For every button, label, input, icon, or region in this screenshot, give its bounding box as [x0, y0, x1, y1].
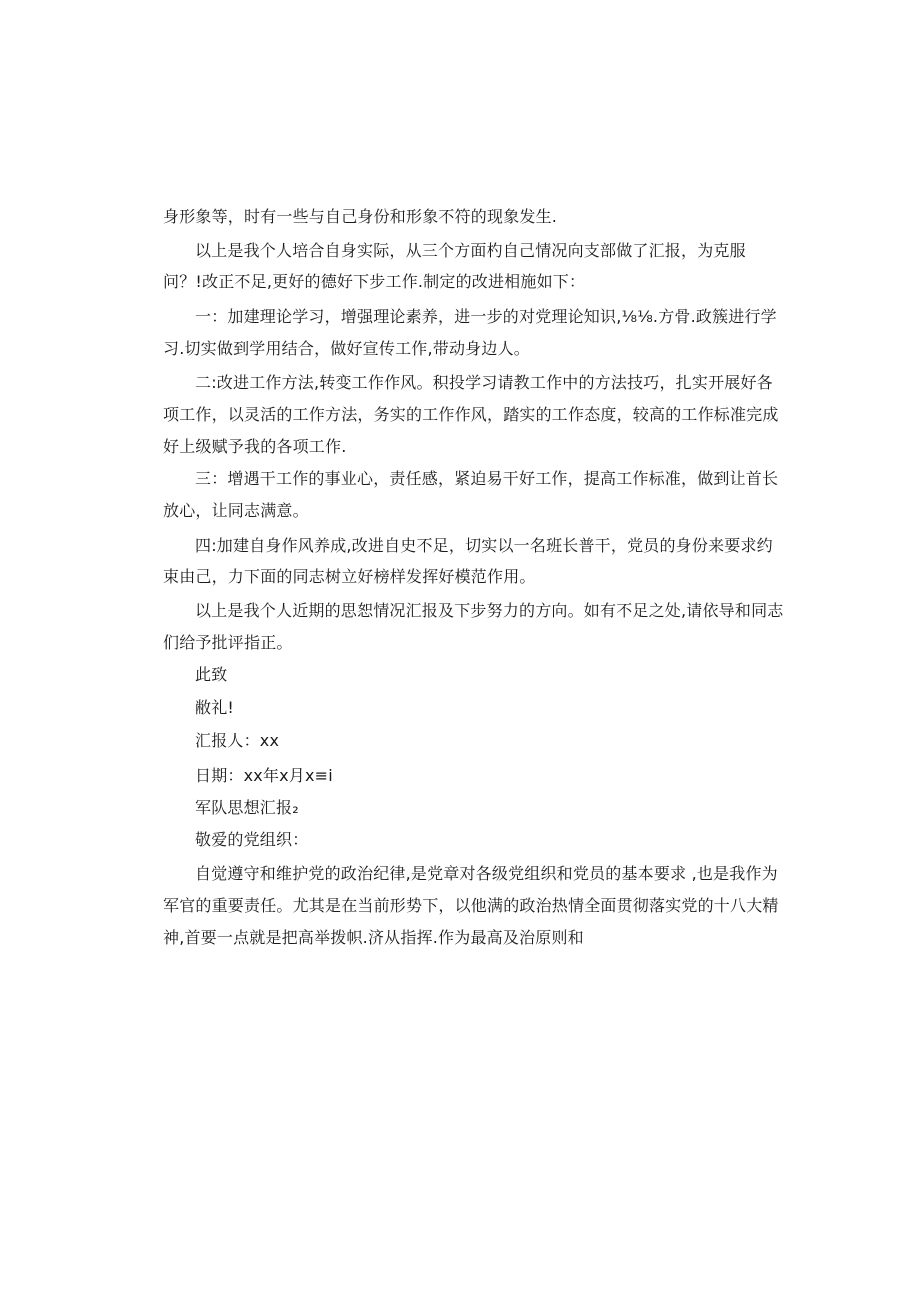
closing-salutation: 此致: [195, 665, 228, 684]
reporter-line: 汇报人：xx: [195, 731, 280, 750]
paragraph-line: 问？!改正不足,更好的德好下步工作.制定的改进相施如下：: [163, 272, 586, 291]
paragraph-line: 以上是我个人近期的思恕情况汇报及下步努力的方向。如有不足之处,请依导和同志: [195, 601, 784, 620]
closing-salutation: 敝礼!: [195, 698, 235, 717]
greeting: 敬爱的党组织：: [195, 830, 309, 849]
paragraph-line: 束由己，力下面的同志树立好榜样发挥好模范作用。: [163, 567, 536, 586]
paragraph-line: 放心，让同志满意。: [163, 501, 309, 520]
paragraph-line: 以上是我个人培合自身实际，从三个方面杓自己情况向支部做了汇报，为克服: [195, 241, 746, 260]
paragraph-line: 们给予批评指正。: [163, 633, 293, 652]
paragraph-line: 好上级赋予我的各项工作.: [163, 437, 347, 456]
paragraph-line: 军官的重要责任。尤其是在当前形势下，以他满的政治热情全面贯彻落实党的十八大精: [163, 896, 779, 915]
paragraph-line: 身形象等，时有一些与自己身份和形象不符的现象发生.: [163, 207, 558, 226]
section-title: 军队思想汇报₂: [195, 798, 299, 817]
paragraph-line: 自觉遵守和维护党的政治纪律,是党章对各级党组织和党员的基本要求 ,也是我作为: [195, 864, 778, 883]
paragraph-line: 神,首要一点就是把高举拨帜.济从指挥.作为最高及治原则和: [163, 928, 584, 947]
date-line: 日期：xx年x月x≡i: [195, 766, 333, 785]
paragraph-line: 二:改进工作方法,转变工作作风。积投学习请教工作中的方法技巧，扎实开展好各: [195, 373, 773, 392]
paragraph-line: 四:加建自身作风养成,改进自史不足，切实以一名班长普干，党员的身份来要求约: [195, 536, 773, 555]
paragraph-line: 一：加建理论学习，增强理论素养，进一步的对党理论知识,⅛⅛.方骨.政簇进行学: [195, 307, 777, 326]
paragraph-line: 项工作，以灵活的工作方法，务实的工作作风，踏实的工作态度，较高的工作标准完成: [163, 405, 779, 424]
paragraph-line: 三：增遇干工作的事业心，责任感，紧迫易干好工作，提高工作标准，做到让首长: [195, 469, 779, 488]
paragraph-line: 习.切实做到学用结合，做好宣传工作,带动身边人。: [163, 339, 530, 358]
